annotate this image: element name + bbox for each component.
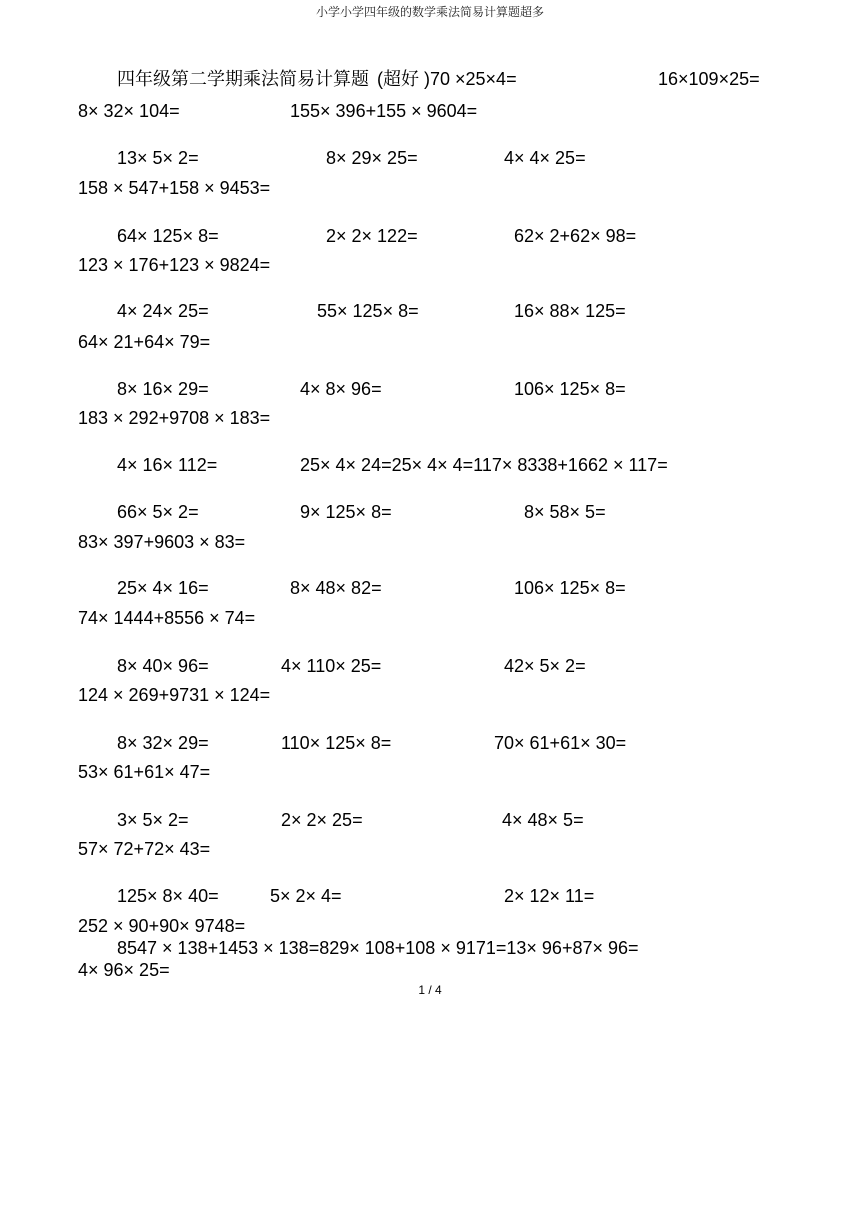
problem: 57× 72+72× 43= (78, 839, 211, 859)
problem: 70× 61+61× 30= (494, 733, 627, 753)
page-header: 小学小学四年级的数学乘法简易计算题超多 (315, 5, 544, 19)
problem: 9× 125× 8= (300, 502, 392, 522)
problem: 4× 96× 25= (78, 960, 170, 980)
problem: 110× 125× 8= (281, 733, 392, 753)
problem: 53× 61+61× 47= (78, 762, 211, 782)
heading-title: 四年级第二学期乘法简易计算题 (117, 69, 369, 90)
problem: 83× 397+9603 × 83= (78, 532, 246, 552)
problem: 8547 × 138+1453 × 138=829× 108+108 × 9171=13× 96+87× 96= (117, 938, 639, 958)
problem: 155× 396+155 × 9604= (290, 101, 478, 121)
problem: 25× 4× 24=25× 4× 4=117× 8338+1662 × 117= (300, 455, 668, 475)
problem: 4× 48× 5= (502, 810, 584, 830)
problem: 2× 12× 11= (504, 886, 595, 906)
problem: 8× 48× 82= (290, 578, 382, 598)
worksheet-heading (117, 68, 517, 91)
problem: 252 × 90+90× 9748= (78, 916, 246, 936)
problem: 123 × 176+123 × 9824= (78, 255, 271, 275)
problem: 106× 125× 8= (514, 578, 626, 598)
problem: 4× 16× 112= (117, 455, 218, 475)
page-number: 1 / 4 (418, 983, 442, 997)
problem: 106× 125× 8= (514, 379, 626, 399)
problem: 4× 4× 25= (504, 148, 586, 168)
problem: 2× 2× 122= (326, 226, 418, 246)
problem: 3× 5× 2= (117, 810, 189, 830)
problem: 62× 2+62× 98= (514, 226, 637, 246)
problem: 4× 8× 96= (300, 379, 382, 399)
problem: 8× 40× 96= (117, 656, 209, 676)
problem: 8× 32× 29= (117, 733, 209, 753)
problem: 74× 1444+8556 × 74= (78, 608, 256, 628)
problem: 64× 21+64× 79= (78, 332, 211, 352)
problem: 124 × 269+9731 × 124= (78, 685, 271, 705)
problem: 42× 5× 2= (504, 656, 586, 676)
problem: 66× 5× 2= (117, 502, 199, 522)
problem: 158 × 547+158 × 9453= (78, 178, 271, 198)
problem: 64× 125× 8= (117, 226, 219, 246)
heading-suffix: (超好 )70 ×25×4= (377, 69, 517, 89)
problem: 55× 125× 8= (317, 301, 419, 321)
problem: 8× 29× 25= (326, 148, 418, 168)
problem: 16×109×25= (658, 69, 760, 89)
problem: 16× 88× 125= (514, 301, 626, 321)
problem: 125× 8× 40= (117, 886, 219, 906)
problem: 4× 110× 25= (281, 656, 382, 676)
problem: 183 × 292+9708 × 183= (78, 408, 271, 428)
problem: 8× 16× 29= (117, 379, 209, 399)
problem: 4× 24× 25= (117, 301, 209, 321)
problem: 8× 32× 104= (78, 101, 180, 121)
problem: 13× 5× 2= (117, 148, 199, 168)
problem: 8× 58× 5= (524, 502, 606, 522)
problem: 5× 2× 4= (270, 886, 342, 906)
problem: 25× 4× 16= (117, 578, 209, 598)
problem: 2× 2× 25= (281, 810, 363, 830)
